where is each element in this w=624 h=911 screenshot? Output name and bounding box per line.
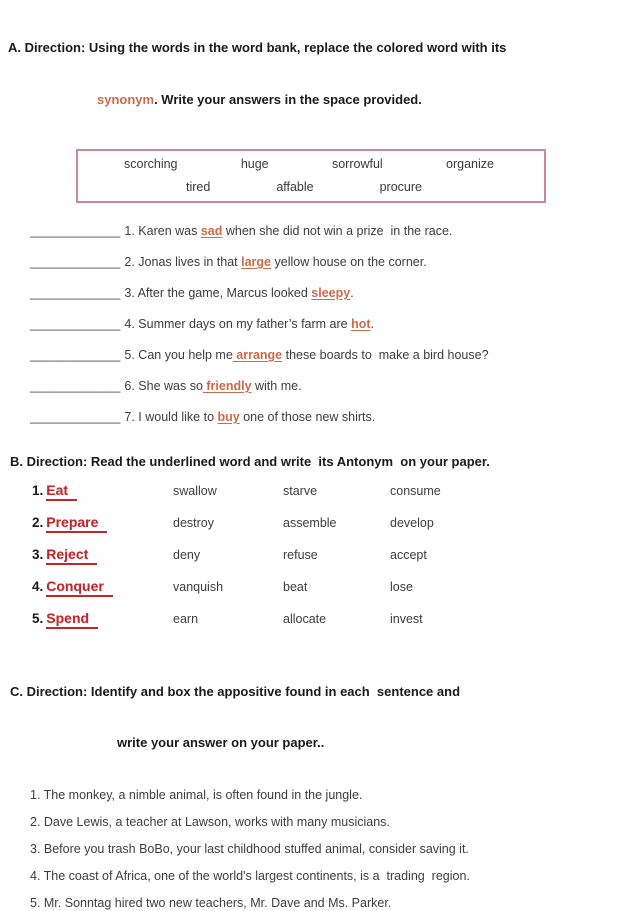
- synonym-sentence-1: [30, 222, 624, 240]
- sentence-pre: She was so: [134, 379, 203, 393]
- option-word: deny: [173, 548, 201, 562]
- item-number: 7.: [124, 410, 135, 424]
- antonym-row-3: [0, 545, 624, 564]
- option-word: beat: [283, 580, 308, 594]
- synonym-sentence-2: [30, 253, 624, 271]
- synonym-sentence-4: [30, 315, 624, 333]
- section-a-heading-line1: A. Direction: Using the words in the word bank, replace the colored word with its: [8, 40, 507, 55]
- option-word: allocate: [283, 612, 327, 626]
- item-number: 4.: [32, 579, 44, 594]
- section-c-heading-line1: C. Direction: Identify and box the appositive found in each sentence and: [10, 684, 461, 699]
- word-bank-word: tired: [186, 180, 211, 194]
- sentence-pre: Summer days on my father’s farm are: [134, 317, 352, 331]
- sentence-pre: I would like to: [134, 410, 218, 424]
- underlined-word: Conquer: [46, 578, 113, 597]
- section-c-heading-line2: write your answer on your paper..: [117, 735, 325, 750]
- option-word: destroy: [173, 516, 214, 530]
- answer-blank: _____________: [30, 255, 121, 269]
- underlined-word: Eat: [46, 482, 77, 501]
- section-a-heading-line2: [0, 89, 624, 111]
- option-word: refuse: [283, 548, 318, 562]
- section-b-heading: B. Direction: Read the underlined word and write its Antonym on your paper.: [10, 454, 490, 469]
- item-number: 2.: [124, 255, 135, 269]
- option-word: assemble: [283, 516, 337, 530]
- option-word: lose: [390, 580, 413, 594]
- sentence-post: when she did not win a prize in the race.: [222, 224, 453, 238]
- word-cell: [32, 577, 173, 596]
- synonym-highlight: synonym: [97, 92, 155, 107]
- word-cell: [32, 545, 173, 564]
- answer-blank: _____________: [30, 410, 121, 424]
- underlined-word: Reject: [46, 546, 97, 565]
- appositive-sentence-3: 3. Before you trash BoBo, your last childhood stuffed animal, consider saving it.: [30, 842, 469, 856]
- word-bank-word: sorrowful: [331, 157, 383, 171]
- word-cell: [32, 481, 173, 500]
- section-a-heading-line2-rest: . Write your answers in the space provided.: [154, 92, 422, 107]
- word-bank-row-2: [78, 176, 544, 199]
- sentence-pre: Jonas lives in that: [134, 255, 242, 269]
- word-bank-word: huge: [240, 157, 269, 171]
- synonym-sentence-6: [30, 377, 624, 395]
- answer-blank: _____________: [30, 286, 121, 300]
- antonym-row-2: [0, 513, 624, 532]
- appositive-sentence-1: 1. The monkey, a nimble animal, is often found in the jungle.: [30, 788, 363, 802]
- colored-word: buy: [217, 410, 240, 424]
- answer-blank: _____________: [30, 317, 121, 331]
- colored-word: sad: [200, 224, 223, 238]
- item-number: 4.: [124, 317, 135, 331]
- option-word: consume: [390, 484, 441, 498]
- option-word: vanquish: [173, 580, 224, 594]
- answer-blank: _____________: [30, 348, 121, 362]
- underlined-word: Prepare: [46, 514, 107, 533]
- antonym-row-4: [0, 577, 624, 596]
- colored-word: arrange: [232, 348, 283, 362]
- underlined-word: Spend: [46, 610, 98, 629]
- appositive-sentence-4: 4. The coast of Africa, one of the world's largest continents, is a trading region.: [30, 869, 470, 883]
- colored-word: friendly: [202, 379, 252, 393]
- word-bank-word: scorching: [124, 157, 178, 171]
- option-word: swallow: [173, 484, 217, 498]
- sentence-pre: After the game, Marcus looked: [134, 286, 312, 300]
- word-bank-word: affable: [276, 180, 314, 194]
- item-number: 6.: [124, 379, 135, 393]
- section-c-items: [0, 787, 624, 911]
- option-word: earn: [173, 612, 199, 626]
- sentence-post: .: [350, 286, 354, 300]
- word-bank-word: procure: [379, 180, 422, 194]
- section-a-heading: [0, 7, 624, 141]
- option-word: invest: [390, 612, 423, 626]
- word-bank-word: organize: [446, 157, 494, 171]
- sentence-post: with me.: [251, 379, 302, 393]
- colored-word: hot: [351, 317, 371, 331]
- item-number: 3.: [32, 547, 44, 562]
- answer-blank: _____________: [30, 224, 121, 238]
- word-bank-row-1: [78, 153, 544, 176]
- word-cell: [32, 513, 173, 532]
- section-a-items: [30, 222, 624, 426]
- appositive-sentence-2: 2. Dave Lewis, a teacher at Lawson, works with many musicians.: [30, 815, 390, 829]
- sentence-post: these boards to make a bird house?: [282, 348, 489, 362]
- section-c-heading: [0, 651, 624, 783]
- sentence-post: one of those new shirts.: [239, 410, 376, 424]
- section-b-rows: [0, 481, 624, 628]
- synonym-sentence-5: [30, 346, 624, 364]
- item-number: 1.: [32, 483, 44, 498]
- synonym-sentence-3: [30, 284, 624, 302]
- antonym-row-5: [0, 609, 624, 628]
- item-number: 3.: [124, 286, 135, 300]
- option-word: develop: [390, 516, 434, 530]
- item-number: 5.: [32, 611, 44, 626]
- sentence-post: yellow house on the corner.: [271, 255, 427, 269]
- word-bank-box: [76, 149, 546, 203]
- answer-blank: _____________: [30, 379, 121, 393]
- item-number: 1.: [124, 224, 135, 238]
- sentence-pre: Karen was: [134, 224, 201, 238]
- antonym-row-1: [0, 481, 624, 500]
- colored-word: sleepy: [311, 286, 351, 300]
- colored-word: large: [241, 255, 272, 269]
- synonym-sentence-7: [30, 408, 624, 426]
- appositive-sentence-5: 5. Mr. Sonntag hired two new teachers, Mr. Dave and Ms. Parker.: [30, 896, 392, 910]
- sentence-pre: Can you help me: [134, 348, 233, 362]
- item-number: 5.: [124, 348, 135, 362]
- option-word: accept: [390, 548, 427, 562]
- sentence-post: .: [370, 317, 375, 331]
- option-word: starve: [283, 484, 318, 498]
- item-number: 2.: [32, 515, 44, 530]
- word-cell: [32, 609, 173, 628]
